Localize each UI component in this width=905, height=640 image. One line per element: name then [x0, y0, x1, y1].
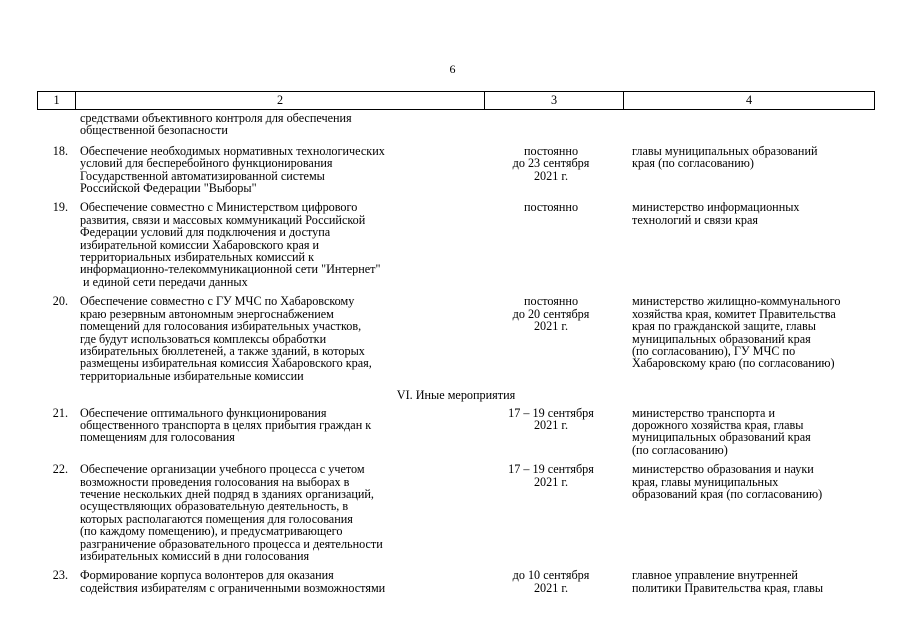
page-number: 6: [449, 62, 456, 76]
row-description: Обеспечение совместно с Министерством цифрового развития, связи и массовых коммуникаций Российской Федерации условий для подключения и доступа избирательной комиссии Хабаровского края и территориальных избирательных комиссий к информационно-телекоммуникационной сети "Интернет" и единой сети передачи данных: [80, 200, 381, 289]
row-term: до 10 сентября 2021 г.: [512, 568, 590, 595]
row-term: постоянно до 20 сентября 2021 г.: [512, 294, 590, 334]
row-description: Обеспечение совместно с ГУ МЧС по Хабаровскому краю резервным автономным энергоснабжением помещений для голосования избирательных участков, где будут использоваться комплексы обработки избирательных бюллетеней, а также зданий, в которых размещены избирательная комиссия Хабаровского края, территориальные избирательные комиссии: [80, 294, 372, 383]
table-row: [37, 569, 875, 594]
row-number: 18.: [52, 143, 68, 158]
row-number: 20.: [52, 294, 68, 309]
row-description: Обеспечение оптимального функционирования общественного транспорта в целях прибытия граждан к помещениям для голосования: [80, 405, 372, 445]
table-header: [37, 91, 875, 110]
row-responsible: главное управление внутренней политики Правительства края, главы: [632, 568, 824, 595]
row-number: 22.: [52, 462, 68, 477]
continuation-text: средствами объективного контроля для обеспечения общественной безопасности: [80, 111, 352, 138]
rows-group-b: [37, 407, 875, 595]
table-row: [37, 295, 875, 382]
row-description: Формирование корпуса волонтеров для оказания содействия избирателям с ограниченными возможностями: [80, 568, 386, 595]
row-term: постоянно: [523, 200, 579, 215]
table-row: [37, 201, 875, 288]
row-responsible: министерство жилищно-коммунального хозяйства края, комитет Правительства края по гражданской защите, главы муниципальных образований края (по согласованию), ГУ МЧС по Хабаровскому краю (по согласованию): [632, 294, 841, 371]
row-term: постоянно до 23 сентября 2021 г.: [512, 143, 590, 183]
row-responsible: министерство информационных технологий и связи края: [632, 200, 800, 227]
section-title: VI. Иные мероприятия: [396, 388, 516, 403]
header-col-2: 2: [76, 92, 485, 109]
continuation-row: [37, 112, 875, 137]
header-col-3: 3: [485, 92, 624, 109]
header-col-4: 4: [745, 93, 753, 107]
row-description: Обеспечение необходимых нормативных технологических условий для бесперебойного функционирования Государственной автоматизированной системы Российской Федерации "Выборы": [80, 143, 385, 196]
row-number: 23.: [52, 568, 68, 583]
events-table: [37, 91, 875, 594]
row-description: Обеспечение организации учебного процесса с учетом возможности проведения голосования на выборах в течение нескольких дней подряд в зданиях организаций, осуществляющих образовательную деятельность, в которых располагаются помещения для голосования (по каждому помещению), и предусматривающего разграничение образовательного процесса и деятельности избирательных комиссий в дни голосования: [80, 462, 383, 563]
table-row: [37, 145, 875, 195]
rows-group-a: [37, 145, 875, 382]
row-number: 19.: [52, 200, 68, 215]
table-row: [37, 407, 875, 457]
row-number: 21.: [52, 405, 68, 420]
row-responsible: министерство образования и науки края, главы муниципальных образований края (по согласованию): [632, 462, 823, 501]
table-row: [37, 463, 875, 562]
row-responsible: министерство транспорта и дорожного хозяйства края, главы муниципальных образований края (по согласованию): [632, 405, 811, 457]
row-responsible: главы муниципальных образований края (по согласованию): [632, 143, 818, 171]
row-term: 17 – 19 сентября 2021 г.: [508, 405, 594, 432]
row-term: 17 – 19 сентября 2021 г.: [508, 462, 594, 489]
header-col-1: 1: [38, 92, 76, 109]
